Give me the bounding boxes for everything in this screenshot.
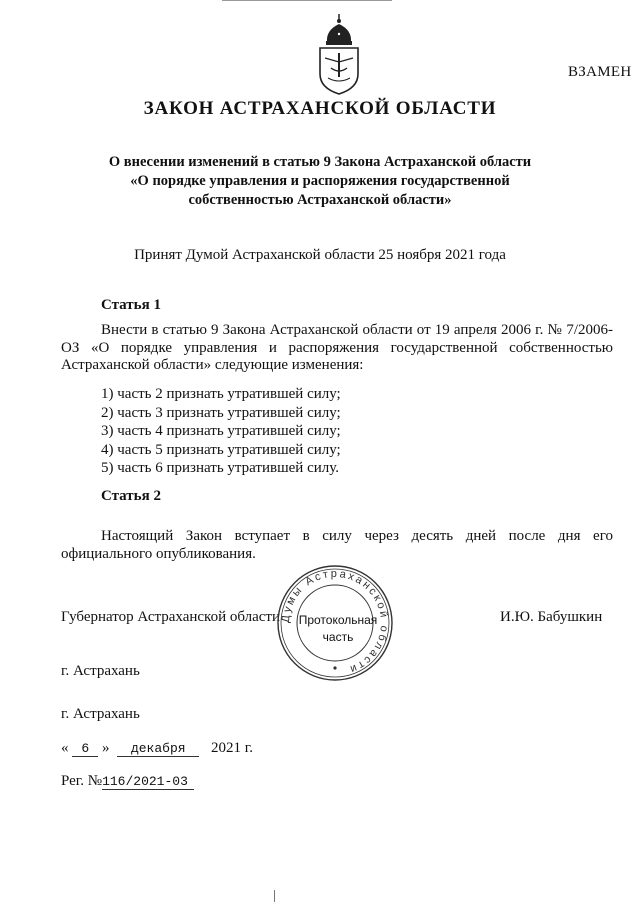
date-quote: « xyxy=(61,740,69,756)
date-quote: » xyxy=(102,740,110,756)
page-tick xyxy=(274,890,275,902)
date-year: 2021 г. xyxy=(211,740,253,756)
stamp-inner-line: Протокольная xyxy=(298,613,378,627)
coat-of-arms-icon xyxy=(314,12,364,96)
top-rule xyxy=(222,0,392,1)
signing-place: г. Астрахань xyxy=(61,663,140,679)
list-item: 4) часть 5 признать утратившей силу; xyxy=(101,441,341,458)
adoption-note: Принят Думой Астраханской области 25 ноября 2021 года xyxy=(134,247,506,263)
list-item: 2) часть 3 признать утратившей силу; xyxy=(101,404,341,421)
list-item: 5) часть 6 признать утратившей силу. xyxy=(101,460,340,476)
law-subtitle xyxy=(60,153,580,210)
subtitle-line: О внесении изменений в статью 9 Закона Астраханской области xyxy=(108,154,532,170)
registration-label: Рег. № xyxy=(61,773,103,789)
date-day: 6 xyxy=(72,741,98,757)
stamp-inner-line: часть xyxy=(322,630,354,644)
registration-number: 116/2021-03 xyxy=(102,774,194,790)
registration xyxy=(61,773,194,790)
date-month: декабря xyxy=(117,741,199,757)
subtitle-line: «О порядке управления и распоряжения государственной xyxy=(130,173,510,189)
article-2-heading: Статья 2 xyxy=(101,488,161,504)
signing-date xyxy=(61,740,253,757)
article-1-items xyxy=(101,385,341,478)
governor-title: Губернатор Астраханской области xyxy=(61,609,281,625)
list-item: 3) часть 4 признать утратившей силу; xyxy=(101,423,341,439)
subtitle-line: собственностью Астраханской области» xyxy=(188,192,452,208)
replacement-mark: ВЗАМЕН xyxy=(568,64,632,80)
stamp-ring-text: Думы Астраханской области xyxy=(279,567,391,676)
stamp-inner-text xyxy=(296,612,380,646)
signing-place: г. Астрахань xyxy=(61,706,140,722)
article-1-heading: Статья 1 xyxy=(101,297,161,313)
law-title: ЗАКОН АСТРАХАНСКОЙ ОБЛАСТИ xyxy=(143,98,497,119)
list-item: 1) часть 2 признать утратившей силу; xyxy=(101,386,341,402)
governor-name: И.Ю. Бабушкин xyxy=(500,609,603,625)
article-2-text: Настоящий Закон вступает в силу через десять дней после дня его официального опубликования. xyxy=(61,528,613,562)
article-1-text: Внести в статью 9 Закона Астраханской области от 19 апреля 2006 г. № 7/2006-ОЗ «О порядке управления и распоряжения государственной собственностью Астраханской области» следующие изменения: xyxy=(61,322,613,373)
